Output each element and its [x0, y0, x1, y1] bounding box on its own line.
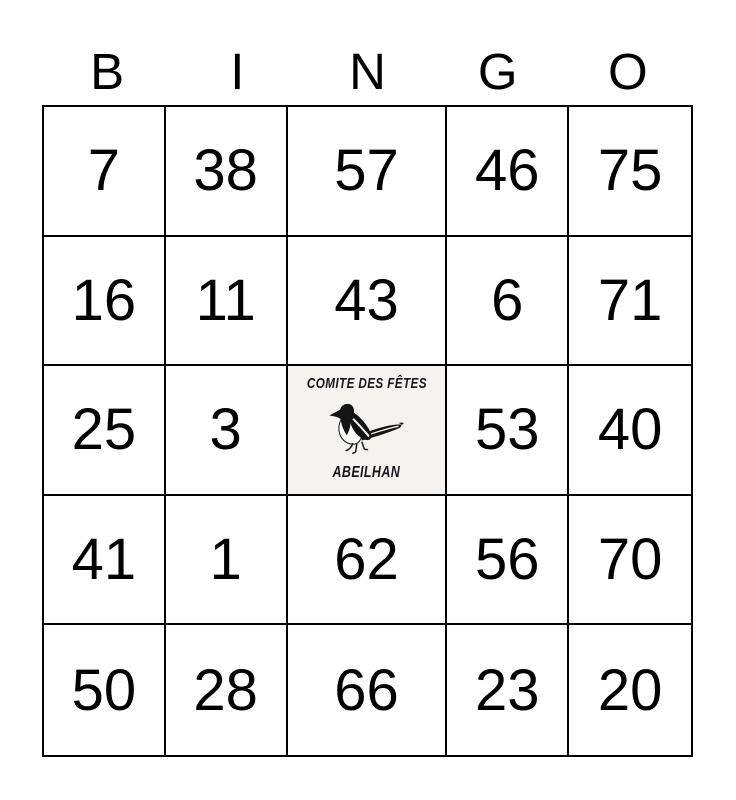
bingo-cell[interactable]	[288, 496, 448, 626]
free-space-title: COMITE DES FÊTES	[306, 375, 427, 393]
bingo-cell[interactable]	[166, 107, 288, 237]
header-letter-b: B	[90, 42, 125, 100]
header-letter-i: I	[230, 42, 245, 100]
bingo-cell[interactable]	[166, 496, 288, 626]
bingo-cell[interactable]	[166, 366, 288, 496]
cell-number: 56	[475, 527, 540, 593]
cell-number: 53	[475, 397, 540, 463]
cell-number: 7	[87, 138, 121, 204]
bingo-cell[interactable]	[44, 237, 166, 367]
cell-number: 50	[71, 657, 137, 723]
header-letter-g: G	[477, 42, 518, 100]
cell-number: 20	[597, 657, 663, 723]
cell-number: 71	[597, 267, 663, 333]
bingo-cell[interactable]	[166, 237, 288, 367]
cell-number: 1	[209, 527, 242, 593]
cell-number: 46	[475, 138, 540, 204]
cell-number: 41	[71, 527, 137, 593]
bingo-grid	[42, 105, 693, 757]
bingo-cell[interactable]	[44, 496, 166, 626]
bingo-cell[interactable]	[447, 107, 569, 237]
free-space-cell[interactable]	[288, 366, 448, 496]
bingo-cell[interactable]	[447, 496, 569, 626]
magpie-icon	[320, 398, 412, 458]
cell-number: 23	[475, 657, 540, 723]
bingo-cell[interactable]	[44, 625, 166, 755]
cell-number: 40	[597, 397, 663, 463]
bingo-header	[42, 40, 693, 102]
cell-number: 6	[491, 267, 524, 333]
cell-number: 43	[334, 267, 399, 333]
bingo-cell[interactable]	[44, 107, 166, 237]
bingo-cell[interactable]	[569, 625, 691, 755]
free-space-subtitle: ABEILHAN	[332, 463, 401, 481]
header-letter-o: O	[608, 42, 648, 100]
cell-number: 57	[334, 138, 399, 204]
cell-number: 66	[334, 657, 399, 723]
cell-number: 16	[71, 267, 137, 333]
cell-number: 70	[597, 527, 663, 593]
bingo-cell[interactable]	[288, 237, 448, 367]
bingo-cell[interactable]	[447, 237, 569, 367]
bingo-cell[interactable]	[447, 366, 569, 496]
bingo-cell[interactable]	[569, 366, 691, 496]
bingo-cell[interactable]	[44, 366, 166, 496]
cell-number: 3	[209, 397, 242, 463]
bingo-cell[interactable]	[166, 625, 288, 755]
header-letter-n: N	[349, 42, 386, 100]
bingo-cell[interactable]	[288, 107, 448, 237]
cell-number: 28	[193, 657, 258, 723]
cell-number: 38	[193, 138, 258, 204]
bingo-cell[interactable]	[569, 496, 691, 626]
cell-number: 62	[334, 527, 399, 593]
cell-number: 25	[71, 397, 137, 463]
cell-number: 11	[195, 267, 256, 333]
bingo-cell[interactable]	[288, 625, 448, 755]
bingo-cell[interactable]	[569, 237, 691, 367]
bingo-cell[interactable]	[569, 107, 691, 237]
bingo-cell[interactable]	[447, 625, 569, 755]
cell-number: 75	[597, 138, 663, 204]
